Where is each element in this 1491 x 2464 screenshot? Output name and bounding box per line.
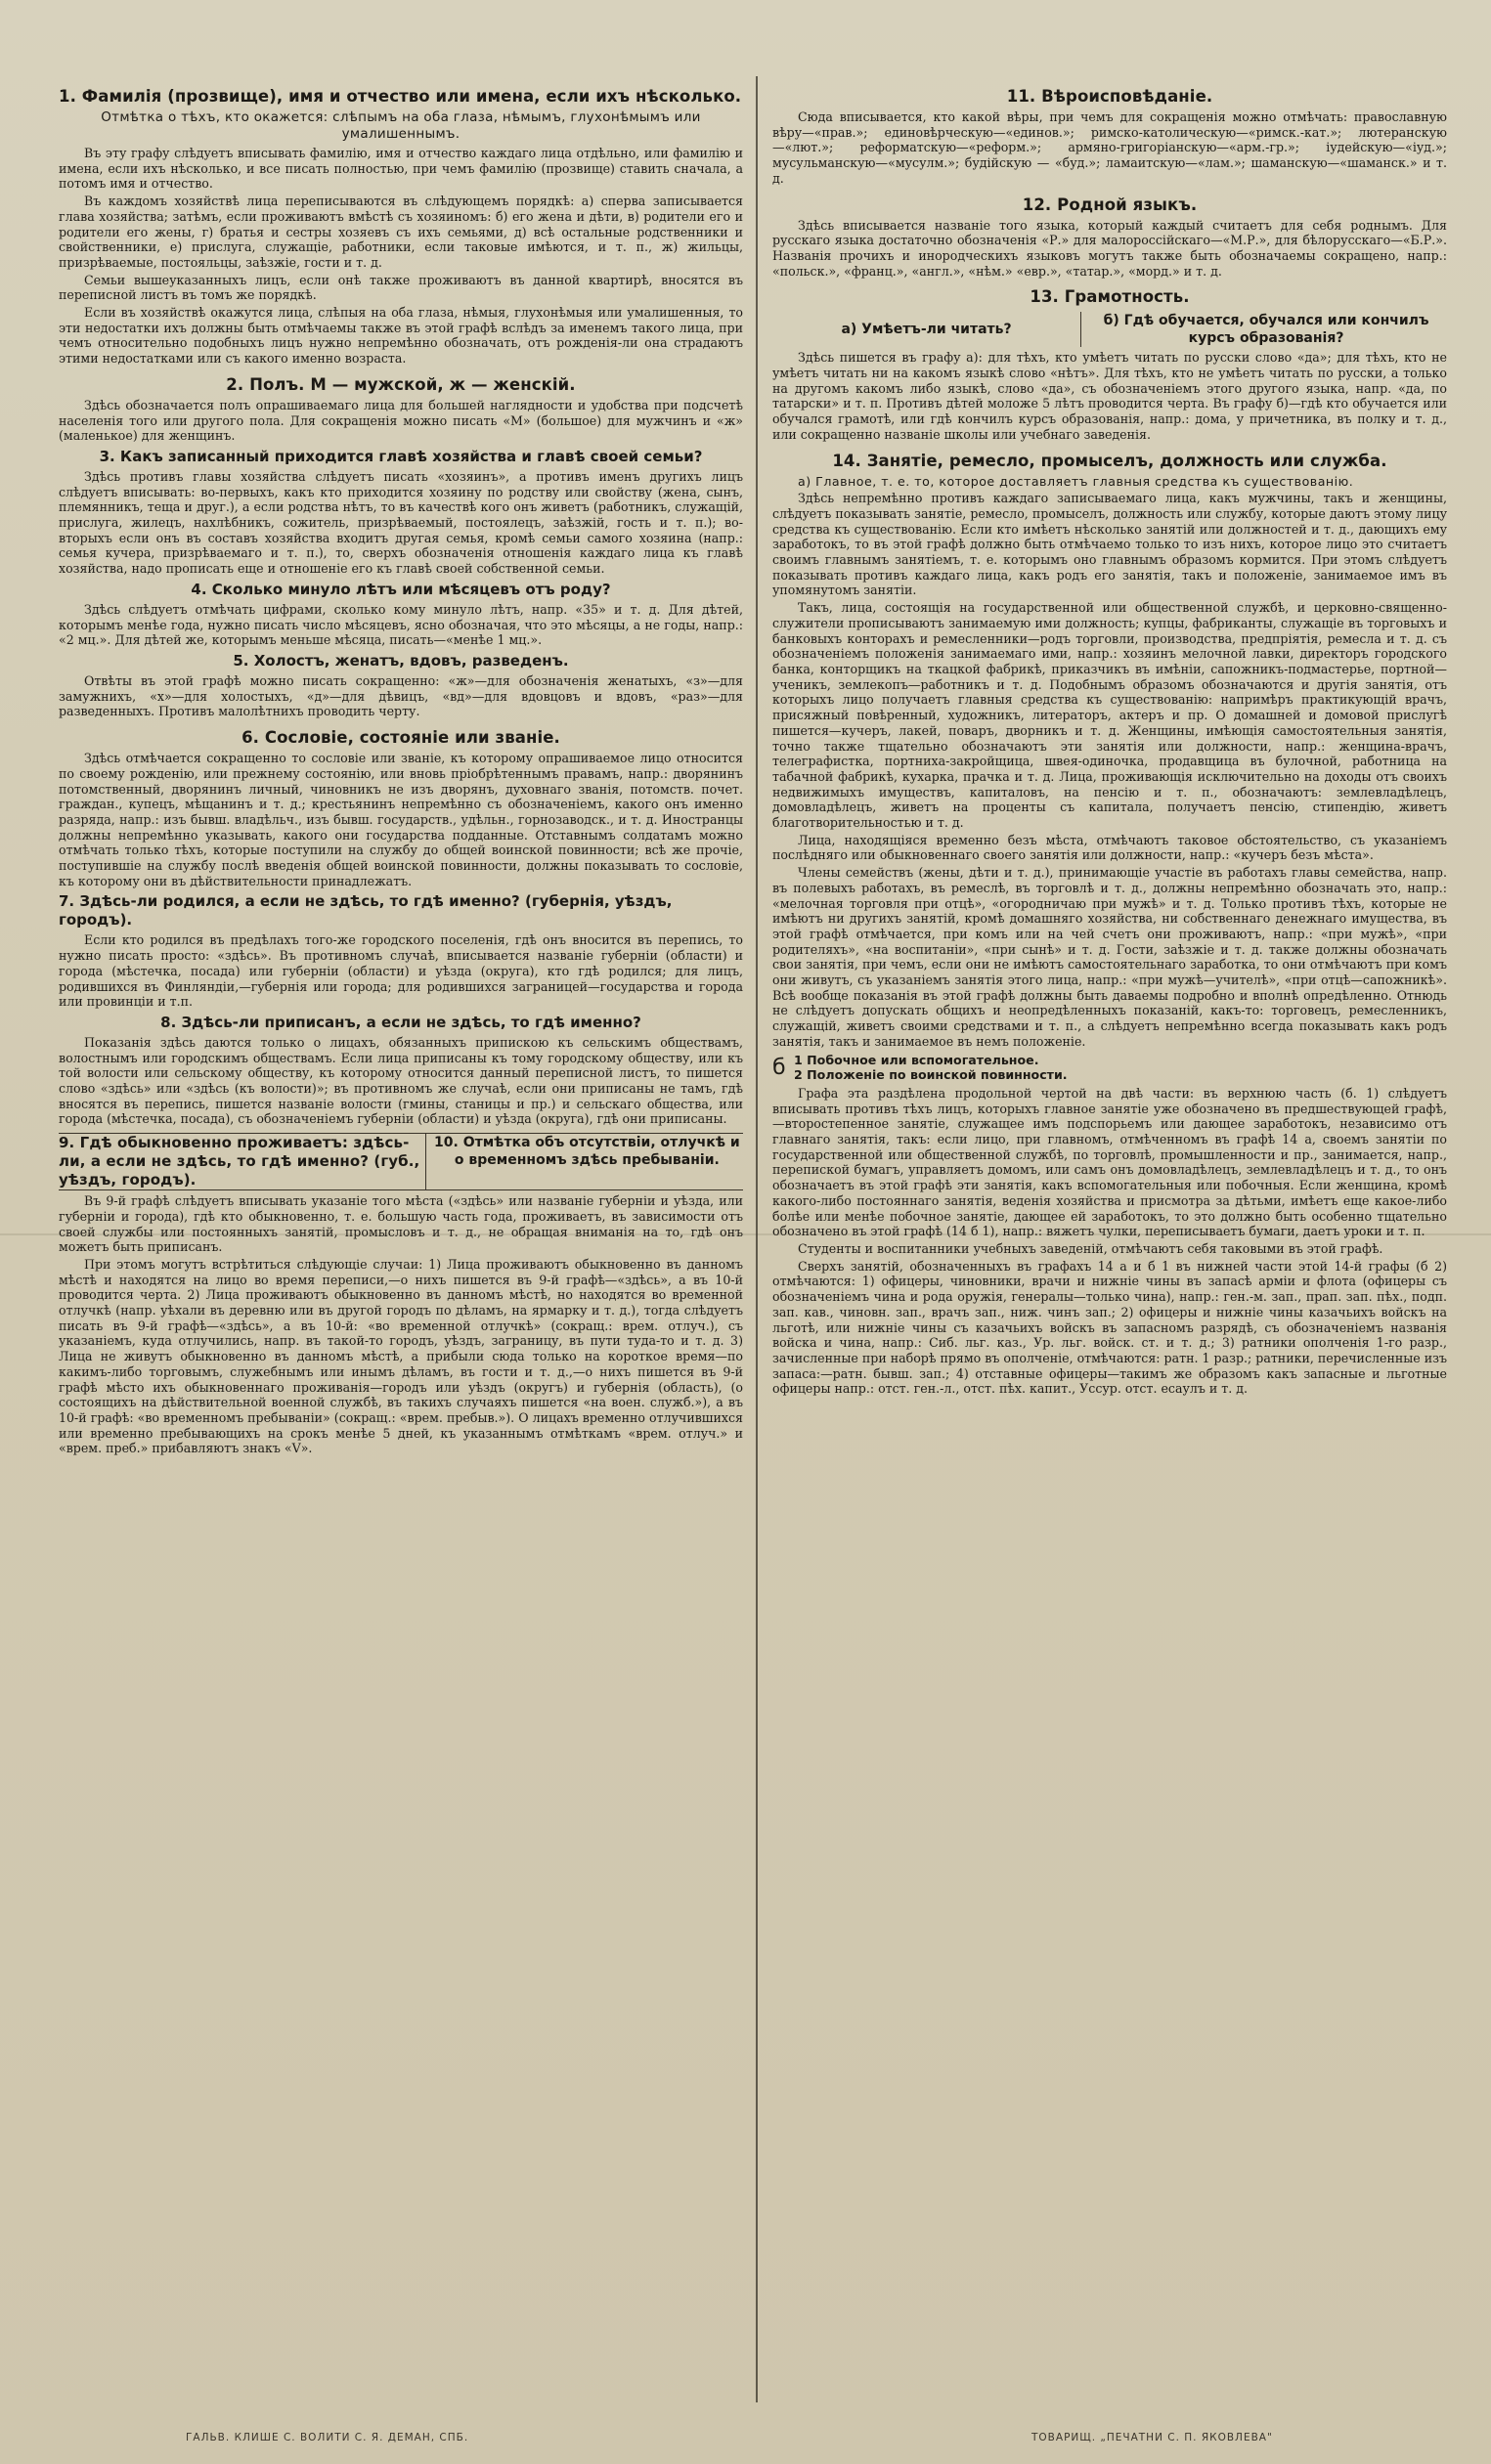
sections-9-10-header [59,1133,743,1190]
section-14-title: 14. Занятіе, ремесло, промыселъ, должность или служба. [832,451,1387,470]
section-6-title: 6. Сословіе, состояніе или званіе. [241,728,560,748]
section-14-b-letter: б [772,1055,786,1080]
section-7-paragraph: Если кто родился въ предѣлахъ того-же городского поселенія, гдѣ онъ вносится въ перепись, то нужно писать просто: «здѣсь». Въ противномъ случаѣ, вписывается названіе губерніи (области) и города (мѣстечка, посада) или губерніи (области) и уѣзда (округа), кто гдѣ родился; для лицъ, родившихся въ Финляндіи,—губернія или города; для родившихся заграницей—государства и города или провинціи и т.п. [59,932,743,1010]
section-13-b-heading: б) Гдѣ обучается, обучался или кончилъ курсъ образованія? [1080,312,1447,347]
section-9-title: 9. Гдѣ обыкновенно проживаетъ: здѣсь-ли, а если не здѣсь, то гдѣ именно? (губ., уѣздъ, городъ). [59,1134,420,1189]
section-13-subheads [772,312,1447,347]
section-8-paragraph: Показанія здѣсь даются только о лицахъ, обязанныхъ припискою къ сельскимъ обществамъ, волостнымъ или городскимъ обществамъ. Если лица приписаны къ тому городскому обществу, или къ той волости или сельскому обществу, къ которому относится данный переписной листъ, то пишется слово «здѣсь» или «здѣсь (къ волости)»; въ противномъ же случаѣ, если они приписаны не тамъ, гдѣ вносятся въ перепись, пишется названіе волости (гмины, станицы и пр.) и сельскаго общества, или города (мѣстечка, посада), съ обозначеніемъ губерніи (области) и уѣзда (округа), гдѣ они приписаны. [59,1034,743,1127]
right-column [772,78,1447,2396]
section-9-paragraph: При этомъ могутъ встрѣтиться слѣдующіе случаи: 1) Лица проживаютъ обыкновенно въ данномъ мѣстѣ и находятся на лицо во время переписи,—о нихъ пишется въ 9-й графѣ—«здѣсь», а въ 10-й проводится черта. 2) Лица проживаютъ обыкновенно въ данномъ мѣстѣ, но находятся во временной отлучкѣ (напр. уѣхали въ деревню или въ другой городъ по дѣламъ, на ярмарку и т. д.), тогда слѣдуетъ писать въ 9-й графѣ—«здѣсь», а въ 10-й: «во временной отлучкѣ» (сокращ.: врем. отлуч.), съ указаніемъ, куда отлучились, напр. въ такой-то городъ, уѣздъ, заграницу, въ пути туда-то и т. д. 3) Лица не живутъ обыкновенно въ данномъ мѣстѣ, а прибыли сюда только на короткое время—по какимъ-либо торговымъ, служебнымъ или инымъ дѣламъ, въ гости и т. д.,—о нихъ пишется въ 9-й графѣ мѣсто ихъ обыкновеннаго проживанія—городъ или уѣздъ (округъ) и губернія (область), (о состоящихъ на дѣйствительной военной службѣ, въ такихъ случаяхъ пишется «на воен. служб.»), а въ 10-й графѣ: «во временномъ пребываніи» (сокращ.: «врем. пребыв.»). О лицахъ временно отлучившихся или временно пребывающихъ на срокъ менѣе 5 дней, къ указаннымъ отмѣткамъ «врем. отлуч.» и «врем. преб.» прибавляютъ знакъ «V». [59,1256,743,1456]
section-9-title-cell [59,1134,426,1189]
section-9-paragraph: Въ 9-й графѣ слѣдуетъ вписывать указаніе того мѣста («здѣсь» или названіе губерніи и уѣзда, или губерніи и города), гдѣ кто обыкновенно, т. е. большую часть года, проживаетъ, въ зависимости отъ своей службы или постоянныхъ занятій, промысловъ и т. д., не обращая вниманія на то, гдѣ онъ можетъ быть приписанъ. [59,1193,743,1255]
section-2-paragraph: Здѣсь обозначается полъ опрашиваемаго лица для большей наглядности и удобства при подсчетѣ населенія того или другого пола. Для сокращенія можно писать «М» (большое) для мужчинъ и «ж» (маленькое) для женщинъ. [59,397,743,444]
section-5-paragraph: Отвѣты въ этой графѣ можно писать сокращенно: «ж»—для обозначенія женатыхъ, «з»—для замужнихъ, «х»—для холостыхъ, «д»—для дѣвицъ, «вд»—для вдовцовъ и вдовъ, «раз»—для разведенныхъ. Противъ малолѣтнихъ проводить черту. [59,672,743,719]
section-7-title: 7. Здѣсь-ли родился, а если не здѣсь, то гдѣ именно? (губернія, уѣздъ, городъ). [59,892,673,929]
section-14-paragraph: Такъ, лица, состоящія на государственной или общественной службѣ, и церковно-священно-служители прописываютъ занимаемую ими должность; купцы, фабриканты, служащіе въ торговыхъ и банковыхъ конторахъ и ремесленники—родъ торговли, производства, предпріятія, ремесла и т. д. съ обозначеніемъ положенія занимаемаго ими, напр.: хозяинъ мелочной лавки, директоръ городского банка, конторщикъ на ткацкой фабрикѣ, приказчикъ въ имѣніи, сапожникъ-подмастерье, портной—ученикъ, землекопъ—работникъ и т. д. Подобнымъ образомъ обозначаются и другія занятія, отъ которыхъ лицо получаетъ главныя средства къ существованію: напримѣръ практикующій врачъ, присяжный повѣренный, художникъ, литераторъ, актеръ и пр. О домашней и домовой прислугѣ пишется—кучеръ, лакей, поваръ, дворникъ и т. д. Женщины, имѣющія самостоятельныя занятія, точно также тщательно обозначаютъ эти занятія или должности, напр.: женщина-врачъ, телеграфистка, портниха-закройщица, швея-одиночка, продавщица въ булочной, работница на табачной фабрикѣ, кухарка, прачка и т. д. Лица, проживающія исключительно на доходы отъ своихъ недвижимыхъ имуществъ, капиталовъ, на пенсію и т. п., обозначаютъ: землевладѣлецъ, домовладѣлецъ, живетъ на проценты съ капитала, получаетъ пенсію, стипендію, живетъ благотворительностью и т. д. [772,600,1447,831]
section-3-title: 3. Какъ записанный приходится главѣ хозяйства и главѣ своей семьи? [99,447,703,465]
section-1-title: 1. Фамилія (прозвище), имя и отчество или имена, если ихъ нѣсколько. [59,87,742,106]
column-divider [756,76,758,2402]
section-3-paragraph: Здѣсь противъ главы хозяйства слѣдуетъ писать «хозяинъ», а противъ именъ другихъ лицъ слѣдуетъ вписывать: во-первыхъ, какъ кто приходится хозяину по родству или свойству (жена, сынъ, племянникъ, теща и друг.), а если родства нѣтъ, то въ качествѣ кого онъ живетъ (работникъ, служащій, прислуга, жилецъ, нахлѣбникъ, сожитель, призрѣваемый, постоялецъ, заѣзжій, гость и т. п.); во-вторыхъ если онъ въ составъ хозяйства входитъ другая семья, кромѣ семьи самого хозяина (напр.: семья кучера, призрѣваемаго и т. п.), то, сверхъ обозначенія отношенія каждаго лица къ главѣ хозяйства, надо прописать еще и отношеніе его къ главѣ своей собственной семьи. [59,468,743,577]
section-5-title: 5. Холостъ, женатъ, вдовъ, разведенъ. [233,651,569,670]
section-12-title: 12. Родной языкъ. [1022,195,1198,214]
section-14-paragraph: Здѣсь непремѣнно противъ каждаго записываемаго лица, какъ мужчины, такъ и женщины, слѣдуетъ показывать занятіе, ремесло, промыселъ, должность или службу, которые даютъ этому лицу средства къ существованію. Если кто имѣетъ нѣсколько занятій или должностей и т. д., дающихъ ему заработокъ, то въ этой графѣ должно быть отмѣчаемо только то изъ нихъ, которое лицо это считаетъ своимъ главнымъ занятіемъ, т. е. которымъ оно главнымъ образомъ кормится. При этомъ слѣдуетъ показывать противъ каждаго лица, какъ родъ его занятія, такъ и положеніе, занимаемое имъ въ упомянутомъ занятіи. [772,491,1447,598]
section-14-paragraph: Сверхъ занятій, обозначенныхъ въ графахъ 14 а и б 1 въ нижней части этой 14-й графы (б 2) отмѣчаются: 1) офицеры, чиновники, врачи и нижніе чины въ запасѣ арміи и флота (офицеры съ обозначеніемъ чина и рода оружія, генералы—только чина), напр.: ген.-м. зап., прап. зап. пѣх., подп. зап. кав., чиновн. зап., врачъ зап., ниж. чинъ зап.; 2) офицеры и нижніе чины казачьихъ войскъ на льготѣ, или нижніе чины съ казачьихъ войскъ въ запасномъ разрядѣ, съ обозначеніемъ названія войска и чина, напр.: Сиб. льг. каз., Ур. льг. войск. ст. и т. д.; 3) ратники ополченія 1-го разр., зачисленные при наборѣ прямо въ ополченіе, отмѣчаются: ратн. 1 разр.; ратники, перечисленные изъ запаса:—ратн. бывш. зап.; 4) отставные офицеры—такимъ же образомъ какъ запасные и льготные офицеры напр.: отст. ген.-л., отст. пѣх. капит., Уссур. отст. есаулъ и т. д. [772,1258,1447,1397]
section-14-paragraph: Члены семействъ (жены, дѣти и т. д.), принимающіе участіе въ работахъ главы семейства, напр. въ полевыхъ работахъ, въ ремеслѣ, въ торговлѣ и т. д., должны непремѣнно обозначать это, напр.: «мелочная торговля при отцѣ», «огородничаю при мужѣ» и т. д. Только противъ тѣхъ, которые не имѣютъ ни другихъ занятій, кромѣ домашняго хозяйства, ни собственнаго денежнаго имущества, въ этой графѣ отмѣчается, при комъ или на чей счетъ они проживаютъ, напр.: «при мужѣ», «при родителяхъ», «на воспитаніи», «при сынѣ» и т. д. Гости, заѣзжіе и т. д. также должны обозначать свои занятія, при чемъ, если они не имѣютъ самостоятельнаго заработка, то они отмѣчаютъ при комъ они живутъ, съ указаніемъ занятія этого лица, напр.: «при мужѣ—учителѣ», «при отцѣ—сапожникѣ». Всѣ вообще показанія въ этой графѣ должны быть даваемы подробно и вполнѣ опредѣленно. Отнюдь не слѣдуетъ допускать общихъ и неопредѣленныхъ показаній, какъ-то: торговецъ, ремесленникъ, служащій, живетъ своими средствами и т. п., а слѣдуетъ непремѣнно всегда показывать какъ родъ занятія, такъ и занимаемое въ немъ положеніе. [772,865,1447,1049]
section-13-a-heading: а) Умѣетъ-ли читать? [841,322,1012,338]
section-14-b1-label: 1 Побочное или вспомогательное. [794,1052,1039,1067]
section-14-paragraph: Графа эта раздѣлена продольной чертой на двѣ части: въ верхнюю часть (б. 1) слѣдуетъ вписывать противъ тѣхъ лицъ, которыхъ главное занятіе уже обозначено въ предшествующей графѣ,—второстепенное занятіе, служащее имъ подспорьемъ или дающее заработокъ, независимо отъ главнаго занятія, такъ: если лицо, при главномъ, отмѣченномъ въ графѣ 14 а, своемъ занятіи по государственной или общественной службѣ, по торговлѣ, промышленности и пр., занимается, напр., перепиской бумагъ, управляетъ домомъ, или самъ онъ домовладѣлецъ, землевладѣлецъ и т. д., то онъ обозначаетъ въ этой графѣ эти занятія, какъ вспомогательныя или побочныя. Если женщина, кромѣ какого-либо постояннаго занятія, веденія хозяйства и присмотра за дѣтьми, имѣетъ еще какое-либо болѣе или менѣе побочное занятіе, дающее ей заработокъ, то это должно быть особенно тщательно обозначено въ этой графѣ (14 б 1), напр.: вяжетъ чулки, переписываетъ бумаги, даетъ уроки и т. п. [772,1085,1447,1239]
section-10-title: 10. Отмѣтка объ отсутствіи, отлучкѣ и о временномъ здѣсь пребываніи. [434,1135,740,1169]
section-13-title: 13. Грамотность. [1030,287,1190,307]
section-12-paragraph: Здѣсь вписывается названіе того языка, который каждый считаетъ для себя роднымъ. Для русскаго языка достаточно обозначенія «Р.» для малороссійскаго—«М.Р.», для бѣлорусскаго—«Б.Р.». Названія прочихъ и инородческихъ языковъ могутъ также быть обозначаемы сокращено, напр.: «польск.», «франц.», «англ.», «нѣм.» «евр.», «татар.», «морд.» и т. д. [772,217,1447,279]
section-1-paragraph: Если въ хозяйствѣ окажутся лица, слѣпыя на оба глаза, нѣмыя, глухонѣмыя или умалишенныя, то эти недостатки ихъ должны быть отмѣчаемы также въ этой графѣ вслѣдъ за именемъ такого лица, при чемъ относительно подобныхъ лицъ нужно непремѣнно обозначать, отъ рожденія-ли она страдаютъ этими недостатками или съ какого именно возраста. [59,305,743,367]
section-1-paragraph: Въ каждомъ хозяйствѣ лица переписываются въ слѣдующемъ порядкѣ: а) сперва записывается глава хозяйства; затѣмъ, если проживаютъ вмѣстѣ съ хозяиномъ: б) его жена и дѣти, в) родители его и родители его жены, г) братья и сестры хозяевъ съ ихъ семьями, д) всѣ остальные родственники и свойственники, е) прислуга, служащіе, работники, если таковые имѣются, и т. п., ж) жильцы, призрѣваемые, постояльцы, заѣзжіе, гости и т. д. [59,194,743,270]
section-6-paragraph: Здѣсь отмѣчается сокращенно то сословіе или званіе, къ которому опрашиваемое лицо относится по своему рожденію, или прежнему состоянію, или вновь пріобрѣтеннымъ правамъ, напр.: дворянинъ потомственный, дворянинъ личный, чиновникъ не изъ дворянъ, духовнаго званія, потомств. почет. граждан., купецъ, мѣщанинъ и т. д.; крестьянинъ непремѣнно съ обозначеніемъ, какого онъ именно разряда, напр.: изъ бывш. владѣльч., изъ бывш. государств., удѣльн., горнозаводск., и т. д. Иностранцы должны непремѣнно указывать, какого они государства подданные. Отставнымъ солдатамъ можно отмѣчать только тѣхъ, которые поступили на службу до общей воинской повинности; всѣ же прочіе, поступившіе на службу послѣ введенія общей воинской повинности, должны показывать то сословіе, къ которому они въ дѣйствительности принадлежатъ. [59,751,743,888]
printer-imprint-left: ГАЛЬВ. КЛИШЕ С. ВОЛИТИ С. Я. ДЕМАН, СПБ. [186,2432,469,2443]
section-4-title: 4. Сколько минуло лѣтъ или мѣсяцевъ отъ роду? [191,580,611,598]
section-14-b2-label: 2 Положеніе по воинской повинности. [794,1067,1068,1083]
section-4-paragraph: Здѣсь слѣдуетъ отмѣчать цифрами, сколько кому минуло лѣтъ, напр. «35» и т. д. Для дѣтей, которымъ менѣе года, нужно писать число мѣсяцевъ, ясно обозначая, что это мѣсяцы, а не годы, напр.: «2 мц.». Для дѣтей же, которымъ меньше мѣсяца, писать—«менѣе 1 мц.». [59,601,743,648]
section-14-b-heading [772,1053,1447,1083]
section-11-title: 11. Вѣроисповѣданіе. [1006,87,1213,106]
section-8-title: 8. Здѣсь-ли приписанъ, а если не здѣсь, то гдѣ именно? [160,1013,641,1031]
section-14-paragraph: Лица, находящіяся временно безъ мѣста, отмѣчаютъ таковое обстоятельство, съ указаніемъ послѣдняго или обыкновеннаго своего занятія или должности, напр.: «кучеръ безъ мѣста». [772,832,1447,863]
section-14-paragraph: Студенты и воспитанники учебныхъ заведеній, отмѣчаютъ себя таковыми въ этой графѣ. [798,1241,1383,1256]
section-2-title: 2. Полъ. М — мужской, ж — женскій. [226,374,576,394]
section-1-paragraph: Въ эту графу слѣдуетъ вписывать фамилію, имя и отчество каждаго лица отдѣльно, или фамилію и имена, если ихъ нѣсколько, и все писать полностью, при чемъ фамилію (прозвище) ставить сначала, а потомъ имя и отчество. [59,146,743,192]
section-14-a-heading: а) Главное, т. е. то, которое доставляетъ главныя средства къ существованію. [798,473,1354,489]
left-column [59,78,743,2396]
section-11-paragraph: Сюда вписывается, кто какой вѣры, при чемъ для сокращенія можно отмѣчать: православную вѣру—«прав.»; единовѣрческую—«единов.»; римско-католическую—«римск.-кат.»; лютеранскую—«лют.»; реформатскую—«реформ.»; армяно-григоріанскую—«арм.-гр.»; іудейскую—«іуд.»; мусульманскую—«мусулм.»; будійскую — «буд.»; ламаитскую—«лам.»; шаманскую—«шаманск.» и т. д. [772,109,1447,186]
printer-imprint-right: ТОВАРИЩ. „ПЕЧАТНИ С. П. ЯКОВЛЕВА" [1031,2432,1273,2443]
section-1-subtitle: Отмѣтка о тѣхъ, кто окажется: слѣпымъ на оба глаза, нѣмымъ, глухонѣмымъ или умалишеннымъ. [101,109,701,142]
section-13-paragraph: Здѣсь пишется въ графу а): для тѣхъ, кто умѣетъ читать по русски слово «да»; для тѣхъ, кто не умѣетъ читать ни на какомъ языкѣ слово «нѣтъ». Для тѣхъ, кто не умѣетъ читать по русски, а только на другомъ какомъ либо языкѣ, слово «да», съ обозначеніемъ этого другого языка, напр. «да, по татарски» и т. п. Противъ дѣтей моложе 5 лѣтъ проводится черта. Въ графу б)—гдѣ кто обучается или обучался грамотѣ, или гдѣ кончилъ курсъ образованія, напр.: дома, у причетника, въ полку и т. д., или сокращенно названіе школы или учебнаго заведенія. [772,350,1447,442]
section-1-paragraph: Семьи вышеуказанныхъ лицъ, если онѣ также проживаютъ въ данной квартирѣ, вносятся въ переписной листъ въ томъ же порядкѣ. [59,272,743,303]
